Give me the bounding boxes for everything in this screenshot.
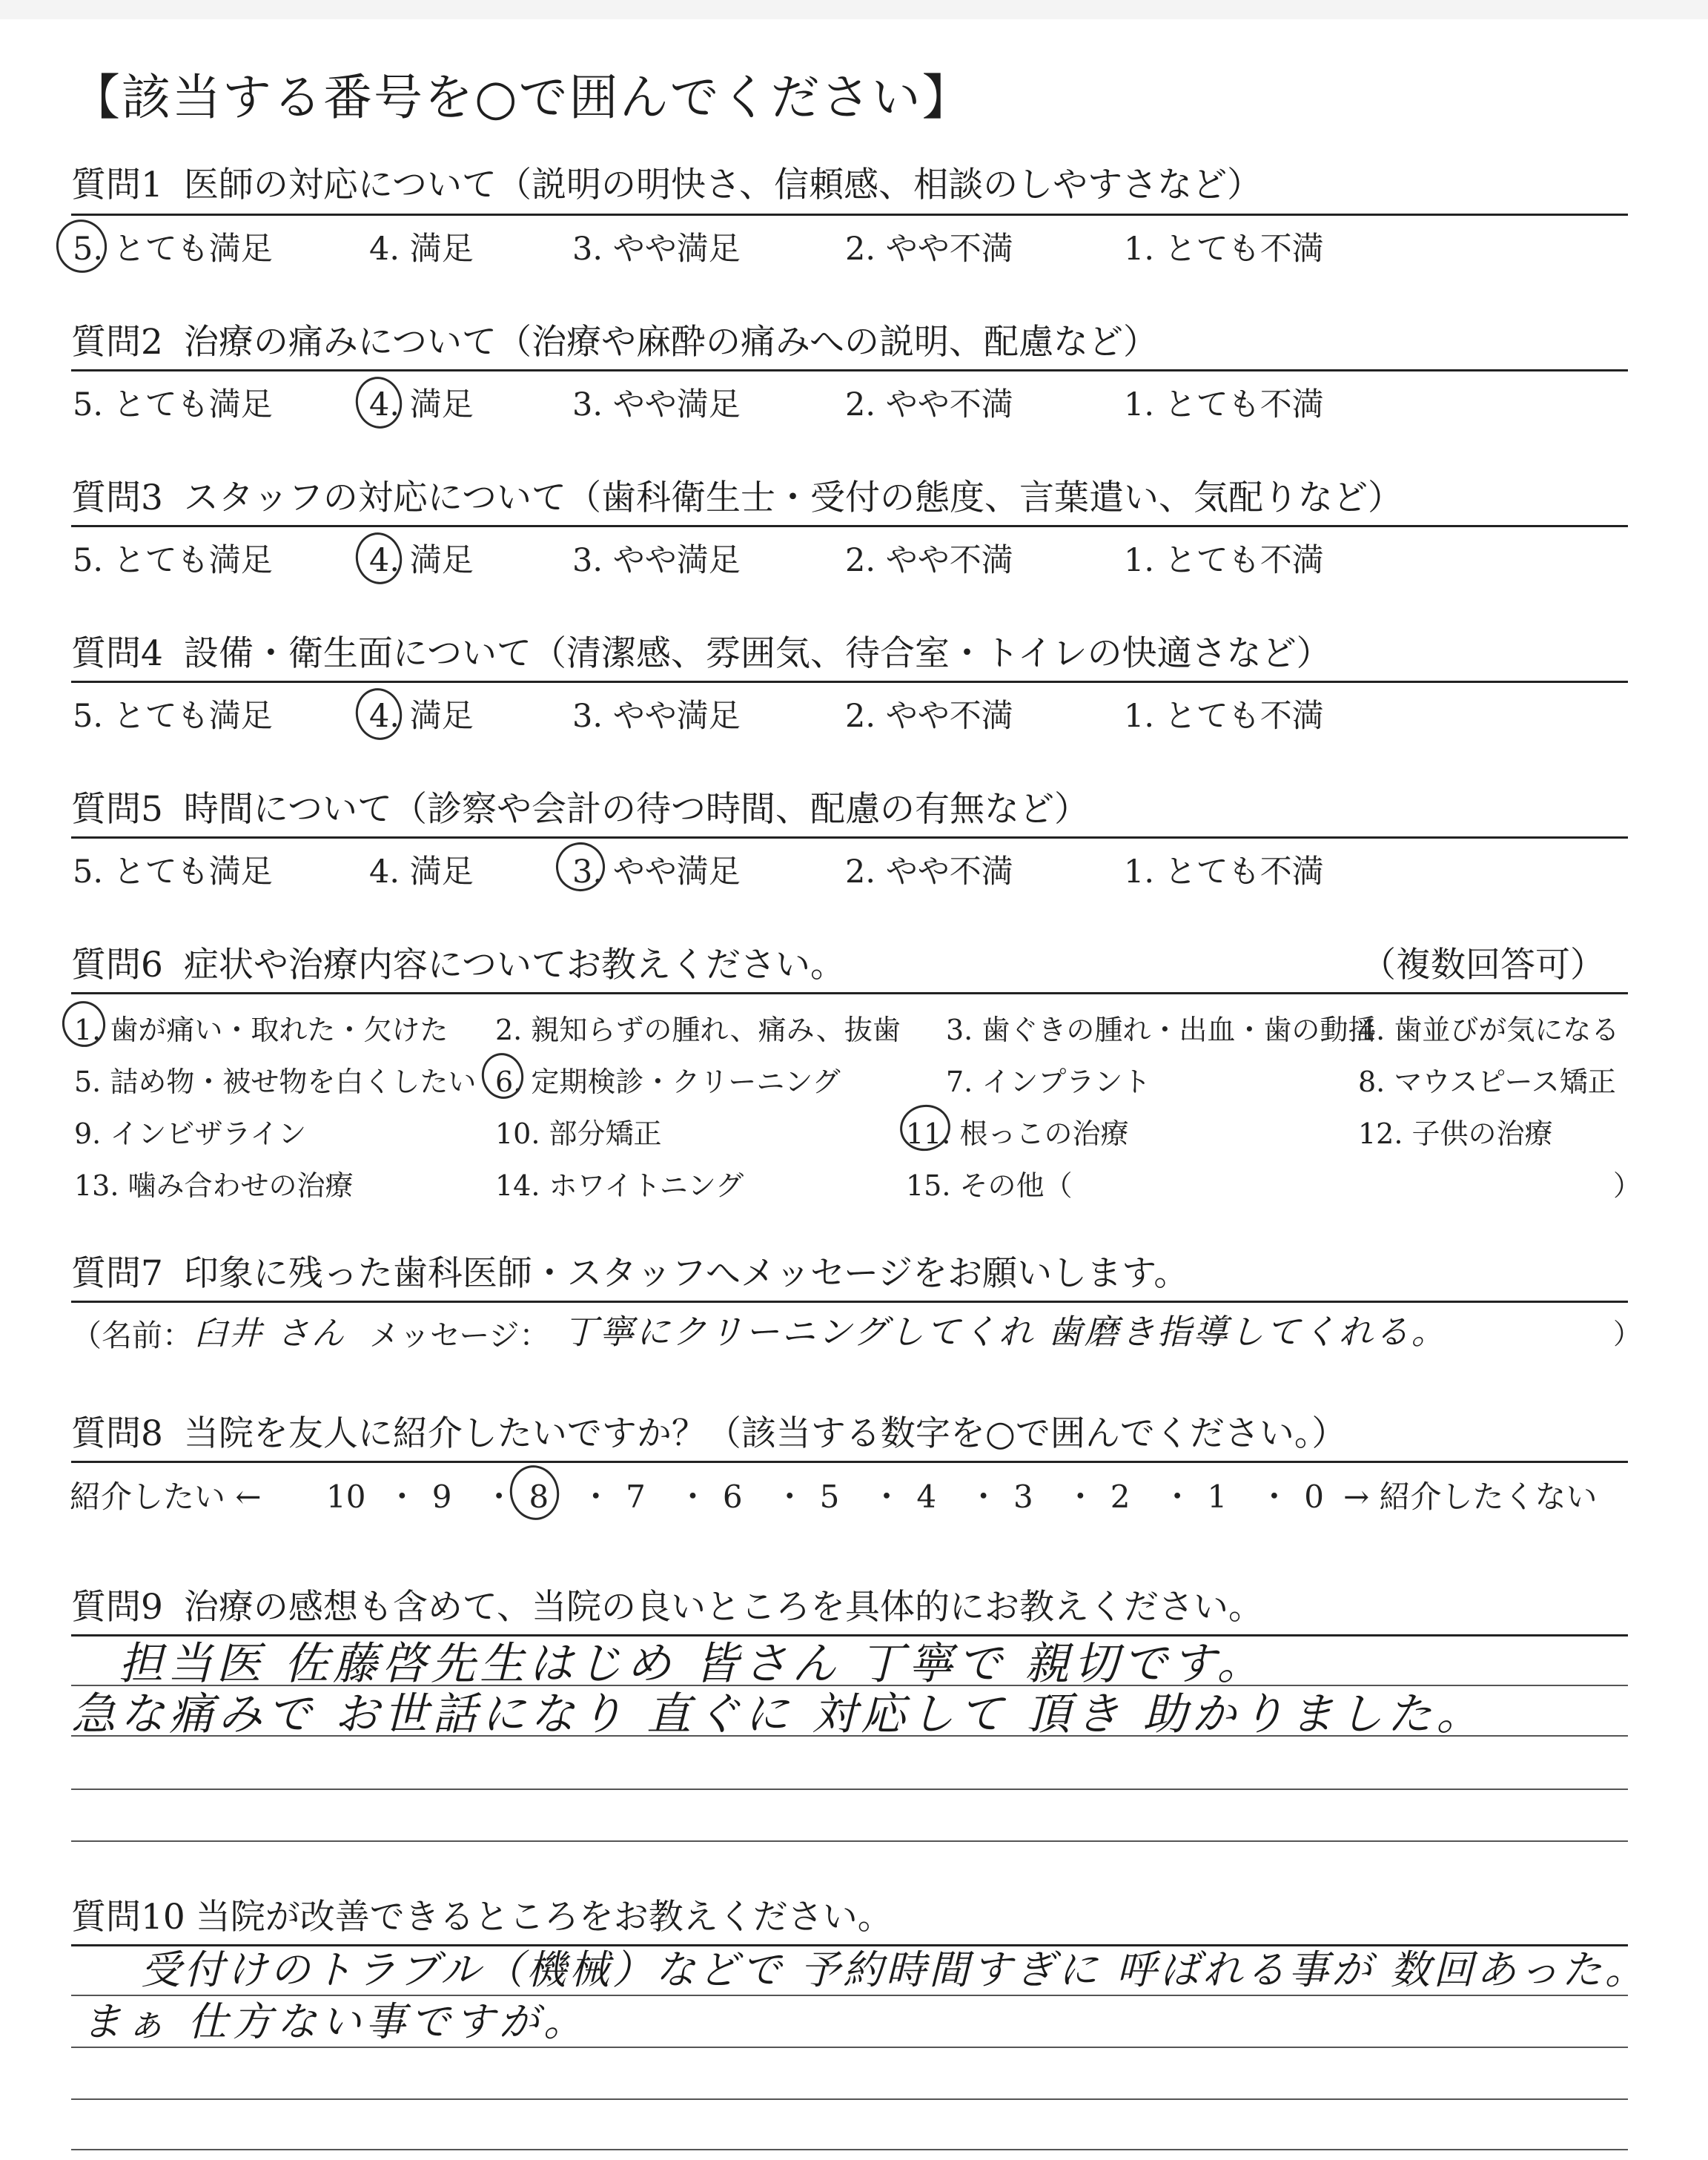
- answer-line: [71, 1840, 1628, 1842]
- rule: [71, 369, 1628, 371]
- scale-0[interactable]: 0: [1304, 1479, 1324, 1515]
- question-number: 質問1: [71, 165, 163, 205]
- q6-option-3[interactable]: 3. 歯ぐきの腫れ・出血・歯の動揺: [946, 1014, 1377, 1046]
- recommend-scale: [326, 1473, 1345, 1517]
- q3-option-5[interactable]: 5. とても満足: [73, 542, 273, 579]
- question-number: 質問3: [71, 478, 163, 518]
- rule: [71, 1301, 1628, 1303]
- q6-option-9[interactable]: 9. インビザライン: [74, 1117, 307, 1150]
- q6-option-5[interactable]: 5. 詰め物・被せ物を白くしたい: [74, 1066, 477, 1098]
- scan-top-edge: [0, 0, 1708, 19]
- rule: [71, 525, 1628, 527]
- question-text: 治療の感想も含めて、当院の良いところを具体的にお教えください。: [183, 1587, 1263, 1628]
- name-value[interactable]: 臼井 さん: [194, 1315, 346, 1353]
- question-2: [71, 314, 1158, 364]
- q3-option-2[interactable]: 2. やや不満: [845, 542, 1013, 579]
- q5-option-4[interactable]: 4. 満足: [369, 853, 474, 891]
- question-number: 質問9: [71, 1587, 163, 1628]
- question-3: [71, 470, 1403, 520]
- answer-line: [71, 1789, 1628, 1790]
- q3-option-3[interactable]: 3. やや満足: [572, 542, 741, 579]
- question-text: 印象に残った歯科医師・スタッフへメッセージをお願いします。: [183, 1253, 1189, 1294]
- scale-1[interactable]: 1: [1207, 1479, 1228, 1515]
- q6-option-4[interactable]: 4. 歯並びが気になる: [1358, 1014, 1620, 1046]
- rule: [71, 681, 1628, 683]
- q9-answer-line-2[interactable]: 急な痛みで お世話になり 直ぐに 対応して 頂き 助かりました。: [71, 1688, 1486, 1740]
- scale-dot: ・: [386, 1479, 418, 1515]
- q3-option-4[interactable]: 4. 満足: [369, 542, 474, 579]
- question-6: [71, 937, 845, 987]
- q6-option-6[interactable]: 6. 定期検診・クリーニング: [495, 1066, 841, 1098]
- question-number: 質問8: [71, 1413, 163, 1454]
- scale-2[interactable]: 2: [1110, 1479, 1131, 1515]
- q6-option-10[interactable]: 10. 部分矯正: [495, 1117, 662, 1150]
- rule: [71, 1461, 1628, 1463]
- q6-option-14[interactable]: 14. ホワイトニング: [495, 1169, 744, 1202]
- question-number: 質問5: [71, 789, 163, 830]
- scale-dot: ・: [1065, 1479, 1096, 1515]
- question-1: [71, 157, 1262, 207]
- q2-option-4[interactable]: 4. 満足: [369, 386, 474, 423]
- q4-option-2[interactable]: 2. やや不満: [845, 698, 1013, 735]
- question-text: 当院が改善できるところをお教えください。: [195, 1897, 893, 1938]
- scale-dot: ・: [967, 1479, 999, 1515]
- q6-option-11[interactable]: 11. 根っこの治療: [906, 1117, 1129, 1150]
- q6-option-1[interactable]: 1. 歯が痛い・取れた・欠けた: [74, 1014, 448, 1046]
- q6-option-15-close: ）: [1613, 1169, 1642, 1202]
- q10-answer-line-2[interactable]: まぁ 仕方ない事ですが。: [82, 1998, 589, 2045]
- scale-6[interactable]: 6: [722, 1479, 743, 1515]
- rule: [71, 836, 1628, 839]
- q3-option-1[interactable]: 1. とても不満: [1124, 542, 1324, 579]
- question-5: [71, 782, 1089, 831]
- q6-option-12[interactable]: 12. 子供の治療: [1358, 1117, 1553, 1150]
- message-label: メッセージ：: [369, 1318, 550, 1353]
- q2-option-2[interactable]: 2. やや不満: [845, 386, 1013, 423]
- scale-dot: ・: [1162, 1479, 1194, 1515]
- q2-option-3[interactable]: 3. やや満足: [572, 386, 741, 423]
- question-number: 質問6: [71, 945, 163, 985]
- multiple-answers-note: （複数回答可）: [1361, 945, 1605, 985]
- scale-3[interactable]: 3: [1013, 1479, 1033, 1515]
- q1-option-4[interactable]: 4. 満足: [369, 231, 474, 268]
- q9-answer-line-1[interactable]: 担当医 佐藤啓先生はじめ 皆さん 丁寧で 親切です。: [119, 1638, 1266, 1690]
- q6-option-2[interactable]: 2. 親知らずの腫れ、痛み、抜歯: [495, 1014, 901, 1046]
- scale-dot: ・: [774, 1479, 806, 1515]
- rule: [71, 214, 1628, 216]
- scale-dot: ・: [1258, 1479, 1290, 1515]
- q5-option-5[interactable]: 5. とても満足: [73, 853, 273, 891]
- question-text: 医師の対応について（説明の明快さ、信頼感、相談のしやすさなど）: [183, 165, 1262, 205]
- question-8: [71, 1406, 1346, 1456]
- question-text: 症状や治療内容についてお教えください。: [183, 945, 845, 985]
- q5-option-2[interactable]: 2. やや不満: [845, 853, 1013, 891]
- question-9: [71, 1579, 1263, 1629]
- question-number: 質問10: [71, 1897, 185, 1938]
- scale-10[interactable]: 10: [326, 1479, 366, 1515]
- question-text: 時間について（診察や会計の待つ時間、配慮の有無など）: [183, 789, 1089, 830]
- q4-option-4[interactable]: 4. 満足: [369, 698, 474, 735]
- scale-dot: ・: [677, 1479, 709, 1515]
- q4-option-1[interactable]: 1. とても不満: [1124, 698, 1324, 735]
- scale-9[interactable]: 9: [431, 1479, 452, 1515]
- question-10: [71, 1889, 893, 1939]
- q4-option-5[interactable]: 5. とても満足: [73, 698, 273, 735]
- q6-option-15[interactable]: 15. その他（: [906, 1169, 1073, 1202]
- question-number: 質問4: [71, 633, 163, 674]
- q1-option-2[interactable]: 2. やや不満: [845, 231, 1013, 268]
- scale-dot: ・: [483, 1479, 515, 1515]
- message-close: ）: [1613, 1318, 1642, 1350]
- scale-8[interactable]: 8: [529, 1479, 549, 1515]
- scale-4[interactable]: 4: [916, 1479, 937, 1515]
- q1-option-1[interactable]: 1. とても不満: [1124, 231, 1324, 268]
- recommend-right-label: → 紹介したくない: [1343, 1479, 1598, 1515]
- answer-line: [71, 2149, 1628, 2150]
- question-4: [71, 626, 1331, 676]
- q5-option-1[interactable]: 1. とても不満: [1124, 853, 1324, 891]
- rule: [71, 992, 1628, 994]
- form-title: 【該当する番号を○で囲んでください】: [71, 69, 973, 126]
- scale-5[interactable]: 5: [819, 1479, 840, 1515]
- q1-option-3[interactable]: 3. やや満足: [572, 231, 741, 268]
- q6-option-7[interactable]: 7. インプラント: [946, 1066, 1151, 1098]
- q6-option-8[interactable]: 8. マウスピース矯正: [1358, 1066, 1616, 1098]
- scale-7[interactable]: 7: [626, 1479, 646, 1515]
- question-text: 治療の痛みについて（治療や麻酔の痛みへの説明、配慮など）: [183, 322, 1159, 363]
- question-7: [71, 1246, 1188, 1295]
- answer-line: [71, 2098, 1628, 2100]
- q1-option-5[interactable]: 5. とても満足: [73, 231, 273, 268]
- question-number: 質問2: [71, 322, 163, 363]
- scale-dot: ・: [870, 1479, 902, 1515]
- recommend-left-label: 紹介したい ←: [70, 1479, 262, 1515]
- q2-option-1[interactable]: 1. とても不満: [1124, 386, 1324, 423]
- message-value[interactable]: 丁寧にクリーニングしてくれ 歯磨き指導してくれる。: [563, 1312, 1448, 1352]
- q4-option-3[interactable]: 3. やや満足: [572, 698, 741, 735]
- question-text: 設備・衛生面について（清潔感、雰囲気、待合室・トイレの快適さなど）: [183, 633, 1331, 674]
- question-number: 質問7: [71, 1253, 163, 1294]
- q10-answer-line-1[interactable]: 受付けのトラブル（機械）などで 予約時間すぎに 呼ばれる事が 数回あった。: [141, 1946, 1648, 1993]
- scale-dot: ・: [580, 1479, 612, 1515]
- q6-option-13[interactable]: 13. 噛み合わせの治療: [74, 1169, 354, 1202]
- question-text: 当院を友人に紹介したいですか？（該当する数字を○で囲んでください。）: [183, 1413, 1347, 1454]
- q2-option-5[interactable]: 5. とても満足: [73, 386, 273, 423]
- q5-option-3[interactable]: 3. やや満足: [572, 853, 741, 891]
- name-label: （名前：: [71, 1318, 193, 1353]
- question-text: スタッフの対応について（歯科衛生士・受付の態度、言葉遣い、気配りなど）: [183, 478, 1403, 518]
